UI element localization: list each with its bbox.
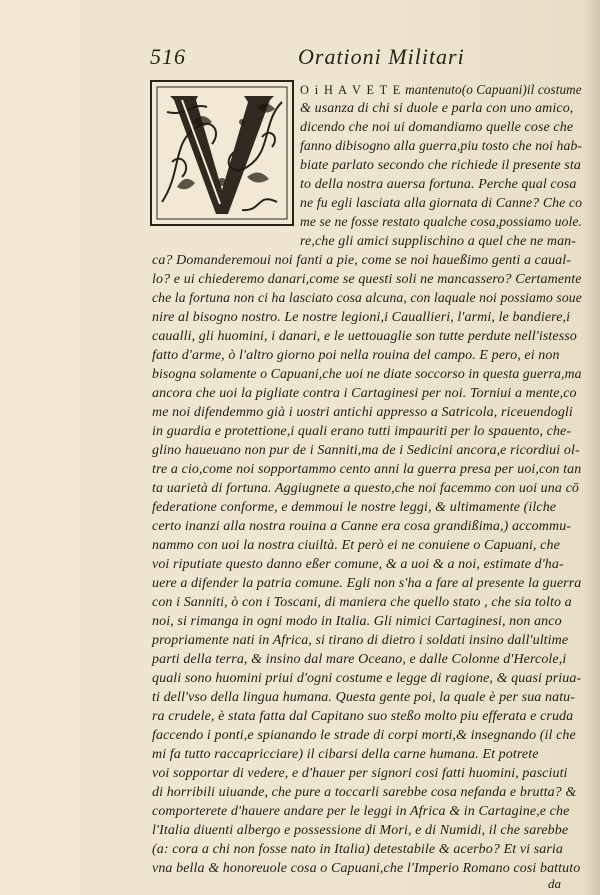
- text-line: (a: cora a chi non fosse nato in Italia) detestabile & acerbo? Et vi saria: [152, 842, 564, 857]
- text-line: ti dell'vso della lingua humana. Questa gente poi, la quale è per sua natu-: [152, 690, 576, 705]
- running-title: Orationi Militari: [298, 44, 465, 69]
- text-line: ra crudele, è stata fatta dal Capitano suo steßo molto piu efferata e cruda: [152, 709, 574, 724]
- text-line: nammo con uoi la nostra ciuiltà. Et però ei ne conuiene o Capuani, che: [152, 538, 560, 553]
- text-line: biate parlato secondo che richiede il presente sta: [300, 158, 581, 173]
- text-line: me se ne fosse restato qualche cosa,possiamo uole.: [300, 215, 583, 230]
- text-line: voi sopportar di vedere, e d'hauer per signori cosi fatti huomini, pasciuti: [152, 766, 568, 781]
- text-line: l'Italia diuenti albergo e possessione di Mori, e di Numidi, il che sarebbe: [152, 823, 569, 838]
- text-line: to della nostra auersa fortuna. Perche qual cosa: [300, 177, 577, 192]
- text-line: bisogna solamente o Capuani,che uoi ne diate soccorso in questa guerra,ma: [152, 367, 582, 382]
- text-line: faccendo i ponti,e spianando le strade di corpi morti,& insegnando (il che: [152, 728, 576, 743]
- text-line: fanno dibisogno alla guerra,piu tosto che noi hab-: [300, 139, 583, 154]
- catchword: da: [548, 876, 561, 891]
- text-line: fatto d'arme, ò l'altro giorno poi nella rouina del campo. E pero, ei non: [152, 348, 560, 363]
- text-line: dicendo che noi ui domandiamo quelle cose che: [300, 120, 574, 135]
- text-line: voi riputiate questo danno eßer comune, & a uoi & a noi, estimate d'ha-: [152, 557, 564, 572]
- text-line: ca? Domanderemoui noi fanti a pie, come se noi haueßimo genti a caual-: [152, 253, 572, 268]
- text-line: certo inanzi alla nostra rouina a Canne era cosa grandißima,) accommu-: [152, 519, 572, 534]
- text-line: quali sono huomini priui d'ogni costume e legge di ragione, & quasi priua-: [152, 671, 582, 686]
- text-line: glino haueuano non pur de i Sanniti,ma de i Sedicini ancora,e ricordiui ol-: [152, 443, 580, 458]
- text-line: ta uarietà di fortuna. Aggiugnete a questo,che noi facemmo con uoi una cō: [152, 481, 579, 496]
- text-line: vna bella & honoreuole cosa o Capuani,che l'Imperio Romano cosi battuto: [152, 861, 581, 876]
- text-line: [300, 80, 582, 100]
- text-line: mi fa tutto raccapricciare) il cibarsi della carne humana. Et potrete: [152, 747, 539, 762]
- initial-artwork: [152, 82, 292, 224]
- text-line: tre a cio,come noi sopportammo cento anni la guerra presa per uoi,con tan: [152, 462, 582, 477]
- text-line: lo? e ui chiederemo danari,come se questi soli ne mancassero? Certamente: [152, 272, 582, 287]
- text-line: caualli, gli huomini, i danari, e le uettouaglie son tutte perdute nell'istesso: [152, 329, 577, 344]
- page-edge-shadow: [582, 0, 600, 895]
- opening-caps: O i H A V E T E: [300, 82, 402, 97]
- text-line: noi, si rimanga in ogni modo in Italia. Gli nimici Cartaginesi, non anco: [152, 614, 562, 629]
- text-line: ancora che uoi la pigliate contra i Cartaginesi per noi. Torniui a mente,co: [152, 386, 577, 401]
- page-number: 516: [150, 44, 186, 69]
- text-line: propriamente nati in Africa, si tirano di dietro i soldati insino dall'ultime: [152, 633, 569, 648]
- text-line: nire al bisogno nostro. Le nostre legioni,i Caualliеri, l'armi, le bandiere,i: [152, 310, 571, 325]
- text-line: ne fu egli lasciata alla giornata di Canne? Che co: [300, 196, 583, 211]
- text-line: re,che gli amici supplischino a quel che ne man-: [300, 234, 577, 249]
- text-line: federatione conforme, e demmoui le nostre leggi, & ultimamente (ilche: [152, 500, 557, 515]
- text-line: me noi difendemmo già i uostri antichi appresso a Satricola, riceuendogli: [152, 405, 573, 420]
- text-line: di horribili uiuande, che pure a toccarli sarebbe cosa nefanda e brutta? &: [152, 785, 577, 800]
- text-line: uere a difender la patria comune. Egli non s'ha a fare al presente la guerra: [152, 576, 582, 591]
- text-line: comporterete d'hauere andare per le leggi in Africa & in Cartagine,e che: [152, 804, 570, 819]
- text-line: in guardia e protettione,i quali erano tutti impauriti per lo spauento, che-: [152, 424, 572, 439]
- text-line: & usanza di chi si duole e parla con uno amico,: [300, 101, 574, 116]
- ornamental-initial-v-icon: [150, 80, 294, 226]
- text-line: con i Sanniti, ò con i Toscani, di maniera che quello stato , che sia tolto a: [152, 595, 572, 610]
- text-line: che la fortuna non ci ha lasciato cosa alcuna, con laquale noi possiamo soue: [152, 291, 582, 306]
- text-line: parti della terra, & insino dal mare Oceano, e dalle Colonne d'Hercole,i: [152, 652, 567, 667]
- page-header: [150, 44, 580, 74]
- text-line-segment: mantenuto(o Capuani)il costume: [401, 83, 582, 98]
